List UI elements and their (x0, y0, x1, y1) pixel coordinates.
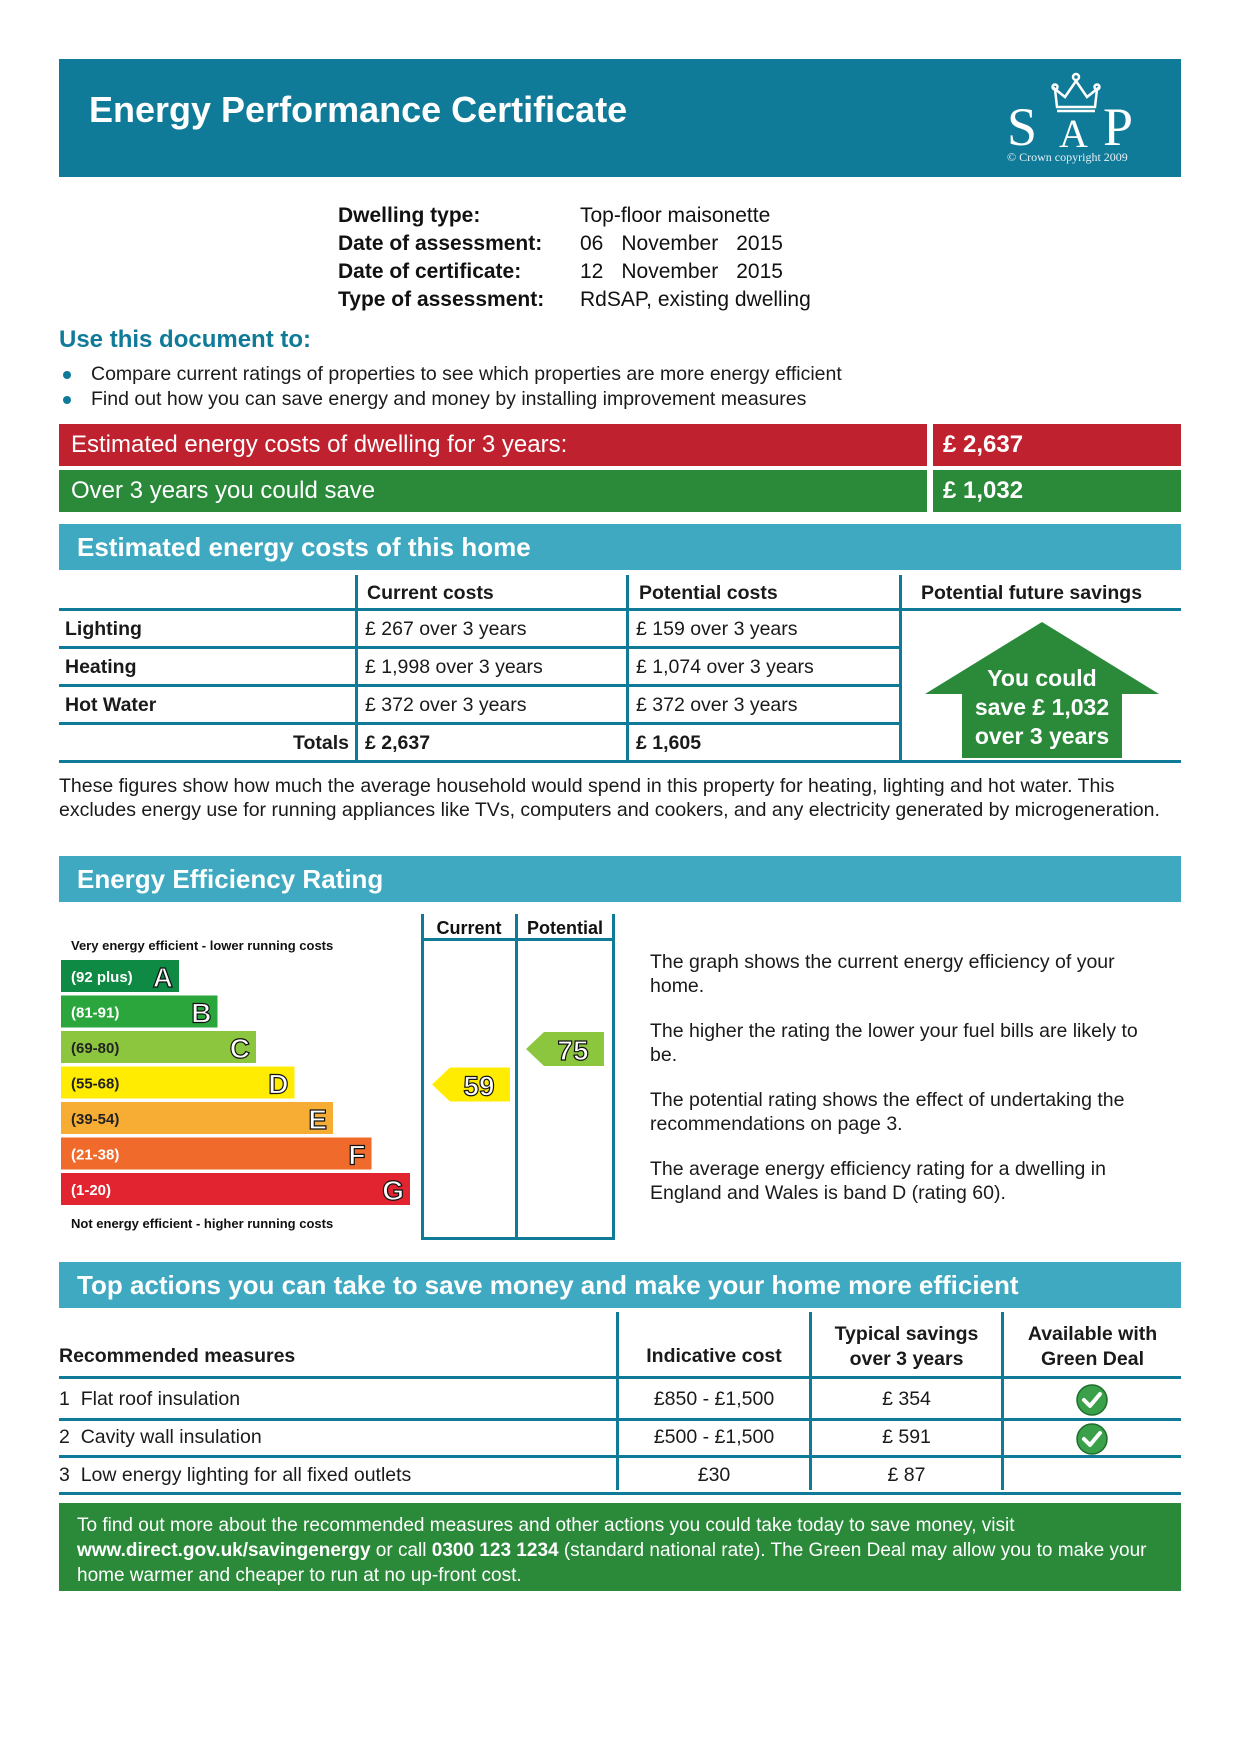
dwelling-type-row (338, 202, 898, 230)
estimated-cost-label: Estimated energy costs of dwelling for 3 years: (59, 424, 927, 466)
column-header-cost: Indicative cost (646, 1345, 782, 1367)
actions-section-heading: Top actions you can take to save money and make your home more efficient (59, 1262, 1181, 1308)
actions-table (59, 1310, 1181, 1496)
assessment-type-label: Type of assessment: (338, 288, 545, 311)
savings-label: Over 3 years you could save (59, 470, 927, 512)
divider (59, 684, 899, 687)
table-row-cost: £30 (697, 1464, 731, 1486)
certificate-year: 2015 (736, 260, 783, 283)
dwelling-info (338, 202, 898, 314)
divider (59, 1418, 1181, 1421)
hot-water-potential-cost: £ 372 over 3 years (636, 694, 798, 716)
table-row-measure: 1 Flat roof insulation (59, 1388, 241, 1410)
lighting-current-cost: £ 267 over 3 years (365, 618, 527, 640)
lighting-potential-cost: £ 159 over 3 years (636, 618, 798, 640)
assessment-date-label: Date of assessment: (338, 232, 543, 255)
heating-potential-cost: £ 1,074 over 3 years (636, 656, 814, 678)
totals-current: £ 2,637 (365, 732, 431, 754)
rating-band-letter: D (268, 1068, 289, 1100)
phone-number: 0300 123 1234 (431, 1540, 559, 1561)
rating-band-range: (55-68) (71, 1075, 120, 1093)
certificate-date-label: Date of certificate: (338, 260, 522, 283)
column-header-measures: Recommended measures (59, 1345, 296, 1367)
estimated-cost-value: £ 2,637 (933, 424, 1181, 466)
rating-chart-svg (59, 912, 619, 1242)
totals-label: Totals (293, 732, 349, 754)
assessment-date-row (338, 230, 898, 258)
svg-text:S: S (1007, 97, 1038, 157)
rating-band-range: (81-91) (71, 1004, 120, 1022)
rating-paragraph: The average energy efficiency rating for a dwelling in England and Wales is band D (rating 60). (650, 1158, 1106, 1204)
rating-bands (61, 960, 410, 1206)
bottom-efficiency-note: Not energy efficient - higher running costs (71, 1216, 334, 1231)
certificate-date-value (580, 258, 783, 286)
svg-text:A: A (1059, 111, 1088, 156)
column-header-current: Current (436, 918, 502, 938)
rating-band-range: (1-20) (71, 1182, 112, 1199)
certificate-day: 12 (580, 260, 604, 283)
divider (59, 722, 899, 725)
savings-link[interactable]: www.direct.gov.uk/savingenergy (77, 1540, 371, 1561)
rating-band-range: (69-80) (71, 1040, 120, 1057)
certificate-month: November (621, 260, 719, 283)
estimated-cost-banner (59, 424, 1181, 466)
rating-band-range: (39-54) (71, 1111, 120, 1128)
column-header-potential: Potential costs (639, 582, 778, 604)
column-header-potential: Potential (526, 918, 604, 938)
rating-paragraph: The potential rating shows the effect of undertaking the recommendations on page 3. (650, 1089, 1125, 1135)
divider (59, 760, 1181, 763)
rating-band-letter: C (229, 1033, 250, 1064)
rating-paragraph: The graph shows the current energy efficiency of your home. (650, 951, 1115, 997)
rating-band-letter: G (382, 1175, 404, 1206)
rating-band-g (61, 1173, 410, 1205)
sap-logo (1001, 67, 1151, 171)
arrow-line-1: You could (987, 665, 1097, 691)
column-header-green-deal-2: Green Deal (1041, 1348, 1144, 1370)
rating-band-letter: F (348, 1139, 366, 1171)
savings-value: £ 1,032 (933, 470, 1181, 512)
rating-paragraph: The higher the rating the lower your fuel bills are likely to be. (650, 1020, 1138, 1066)
divider (899, 575, 902, 761)
table-row-measure: 2 Cavity wall insulation (59, 1426, 262, 1448)
assessment-month: November (621, 232, 719, 255)
header-banner (59, 59, 1181, 177)
divider (626, 575, 629, 761)
table-row-measure: 3 Low energy lighting for all fixed outlets (59, 1464, 412, 1486)
column-header-green-deal-1: Available with (1027, 1323, 1158, 1345)
page-title: Energy Performance Certificate (89, 89, 628, 130)
arrow-line-3: over 3 years (974, 723, 1110, 749)
footer-info: To find out more about the recommended measures and other actions you could take today to save money, visit www.direct.gov.uk/savingenergy or call 0300 123 1234 (standard national rate). The Green Deal may allow you to make your home warmer and cheaper to run at no up-front cost. (59, 1503, 1181, 1591)
up-arrow-icon (925, 622, 1159, 758)
rating-band-range: (21-38) (71, 1146, 120, 1164)
svg-text:P: P (1103, 97, 1134, 157)
dwelling-type-label: Dwelling type: (338, 204, 481, 227)
table-row-savings: £ 354 (882, 1388, 931, 1410)
rating-band-letter: B (191, 997, 212, 1029)
column-header-current: Current costs (367, 582, 494, 604)
divider (59, 1376, 1181, 1379)
assessment-type-row (338, 286, 898, 314)
rating-band-letter: E (308, 1104, 327, 1135)
divider (59, 1455, 1181, 1458)
costs-note: These figures show how much the average household would spend in this property for heating, lighting and hot water. This excludes energy use for running appliances like TVs, computers and cookers, and any electricity generated by microgeneration. (59, 775, 1160, 821)
row-label-lighting: Lighting (65, 618, 142, 640)
list-item: Compare current ratings of properties to see which properties are more energy efficient (59, 362, 1059, 387)
column-header-future-savings: Potential future savings (921, 582, 1143, 604)
top-efficiency-note: Very energy efficient - lower running costs (71, 938, 334, 953)
rating-band-range: (92 plus) (71, 969, 133, 986)
savings-arrow (925, 622, 1159, 758)
heating-current-cost: £ 1,998 over 3 years (365, 656, 543, 678)
table-row-cost: £500 - £1,500 (653, 1426, 775, 1448)
savings-banner (59, 470, 1181, 512)
use-document-list (59, 362, 1059, 412)
list-item: Find out how you can save energy and money by installing improvement measures (59, 387, 1059, 412)
divider (59, 1492, 1181, 1495)
assessment-type-value: RdSAP, existing dwelling (580, 288, 811, 311)
arrow-line-2: save £ 1,032 (974, 694, 1110, 720)
crown-icon (1001, 67, 1151, 157)
divider (59, 646, 899, 649)
column-header-savings-1: Typical savings (834, 1323, 979, 1345)
assessment-date-value (580, 230, 783, 258)
hot-water-current-cost: £ 372 over 3 years (365, 694, 527, 716)
divider (59, 608, 1181, 611)
bullet-icon (63, 371, 71, 379)
bullet-icon (63, 396, 71, 404)
row-label-hot-water: Hot Water (65, 694, 157, 716)
copyright-text: © Crown copyright 2009 (1007, 150, 1128, 164)
potential-rating-value: 75 (557, 1035, 589, 1066)
table-row-cost: £850 - £1,500 (653, 1388, 775, 1410)
column-header-savings-2: over 3 years (849, 1348, 964, 1370)
divider (355, 575, 358, 761)
rating-band-letter: A (152, 962, 173, 993)
efficiency-rating-chart (59, 912, 619, 1242)
green-deal-check-icon (1076, 1384, 1108, 1421)
row-label-heating: Heating (65, 656, 137, 678)
rating-section-heading: Energy Efficiency Rating (59, 856, 1181, 902)
totals-potential: £ 1,605 (636, 732, 702, 754)
table-row-savings: £ 87 (887, 1464, 926, 1486)
dwelling-type-value: Top-floor maisonette (580, 204, 771, 227)
costs-section-heading: Estimated energy costs of this home (59, 524, 1181, 570)
table-row-savings: £ 591 (882, 1426, 931, 1448)
rating-explanation (650, 950, 1170, 1226)
assessment-day: 06 (580, 232, 604, 255)
assessment-year: 2015 (736, 232, 783, 255)
certificate-date-row (338, 258, 898, 286)
use-document-heading: Use this document to: (59, 326, 312, 353)
current-rating-value: 59 (463, 1070, 495, 1102)
